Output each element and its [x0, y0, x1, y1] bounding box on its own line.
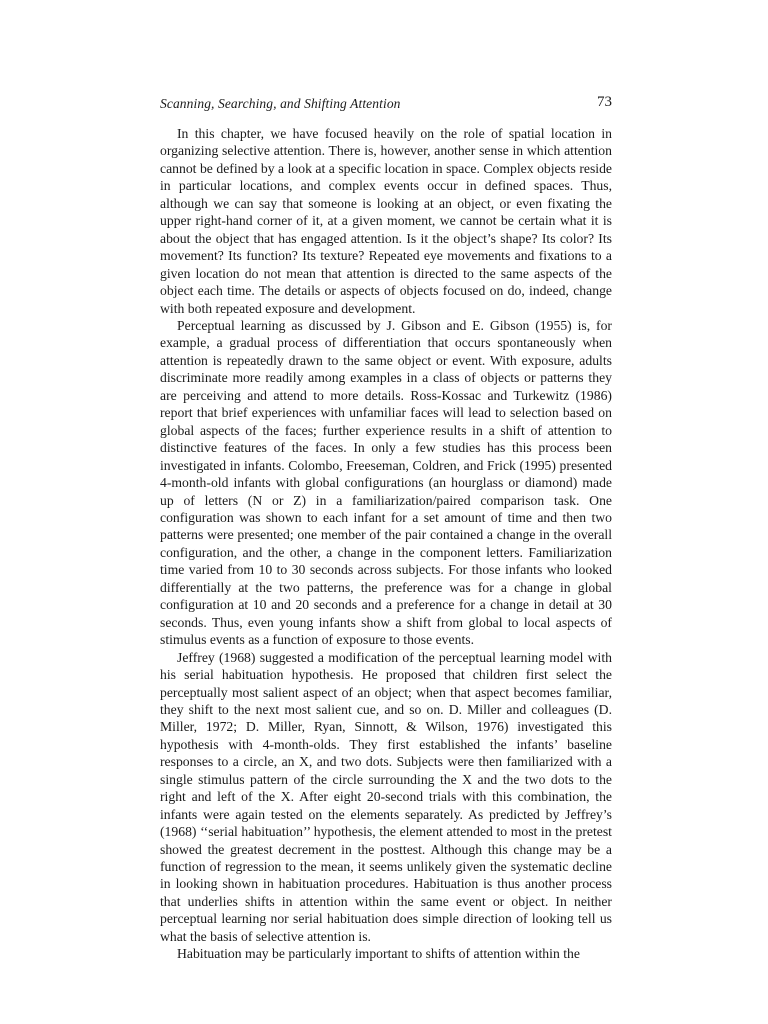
paragraph: Perceptual learning as discussed by J. Gibson and E. Gibson (1955) is, for example, a gradual process of differentiation that occurs spontaneously when attention is repeatedly drawn to the same object or event. With exposure, adults discriminate more readily among examples in a class of objects or patterns they are perceiving and attend to more details. Ross-Kossac and Turkewitz (1986) report that brief experiences with unfamiliar faces will lead to selection based on global aspects of the faces; further experience results in a shift of attention to distinctive features of the faces. In only a few studies has this process been investigated in infants. Colombo, Freeseman, Coldren, and Frick (1995) presented 4-month-old infants with global configurations (an hourglass or diamond) made up of letters (N or Z) in a familiarization/paired comparison task. One configuration was shown to each infant for a set amount of time and then two patterns were presented; one member of the pair contained a change in the overall configuration, and the other, a change in the component letters. Familiarization time varied from 10 to 30 seconds across subjects. For those infants who looked differentially at the two patterns, the preference was for a change in global configuration at 10 and 20 seconds and a preference for a change in detail at 30 seconds. Thus, even young infants show a shift from global to local aspects of stimulus events as a function of exposure to those events.: [160, 317, 612, 648]
page-number: 73: [597, 94, 612, 110]
running-title: Scanning, Searching, and Shifting Attention: [160, 96, 401, 111]
paragraph: Habituation may be particularly important to shifts of attention within the: [177, 946, 580, 962]
body-text: [160, 125, 612, 963]
running-head: [160, 96, 612, 116]
paragraph: Jeffrey (1968) suggested a modification of the perceptual learning model with his serial habituation hypothesis. He proposed that children first select the perceptually most salient aspect of an object; when that aspect becomes familiar, they shift to the next most salient cue, and so on. D. Miller and colleagues (D. Miller, 1972; D. Miller, Ryan, Sinnott, & Wilson, 1976) investigated this hypothesis with 4-month-olds. They first established the infants’ baseline responses to a circle, an X, and two dots. Subjects were then familiarized with a single stimulus pattern of the circle surrounding the X and the two dots to the right and left of the X. After eight 20-second trials with this combination, the infants were again tested on the elements separately. As predicted by Jeffrey’s (1968) ‘‘serial habituation’’ hypothesis, the element attended to most in the pretest showed the greatest decrement in the posttest. Although this change may be a function of regression to the mean, it seems unlikely given the systematic decline in looking shown in habituation procedures. Habituation is thus another process that underlies shifts in attention within the same event or object. In neither perceptual learning nor serial habituation does simple direction of looking tell us what the basis of selective attention is.: [160, 649, 612, 944]
paragraph: In this chapter, we have focused heavily on the role of spatial location in organizing selective attention. There is, however, another sense in which attention cannot be defined by a look at a specific location in space. Complex objects reside in particular locations, and complex events occur in defined spaces. Thus, although we can say that someone is looking at an object, or even fixating the upper right-hand corner of it, at a given moment, we cannot be certain what it is about the object that has engaged attention. Is it the object’s shape? Its color? Its movement? Its function? Its texture? Repeated eye movements and fixations to a given location do not mean that attention is directed to the same aspects of the object each time. The details or aspects of objects focused on do, indeed, change with both repeated exposure and development.: [160, 126, 612, 316]
